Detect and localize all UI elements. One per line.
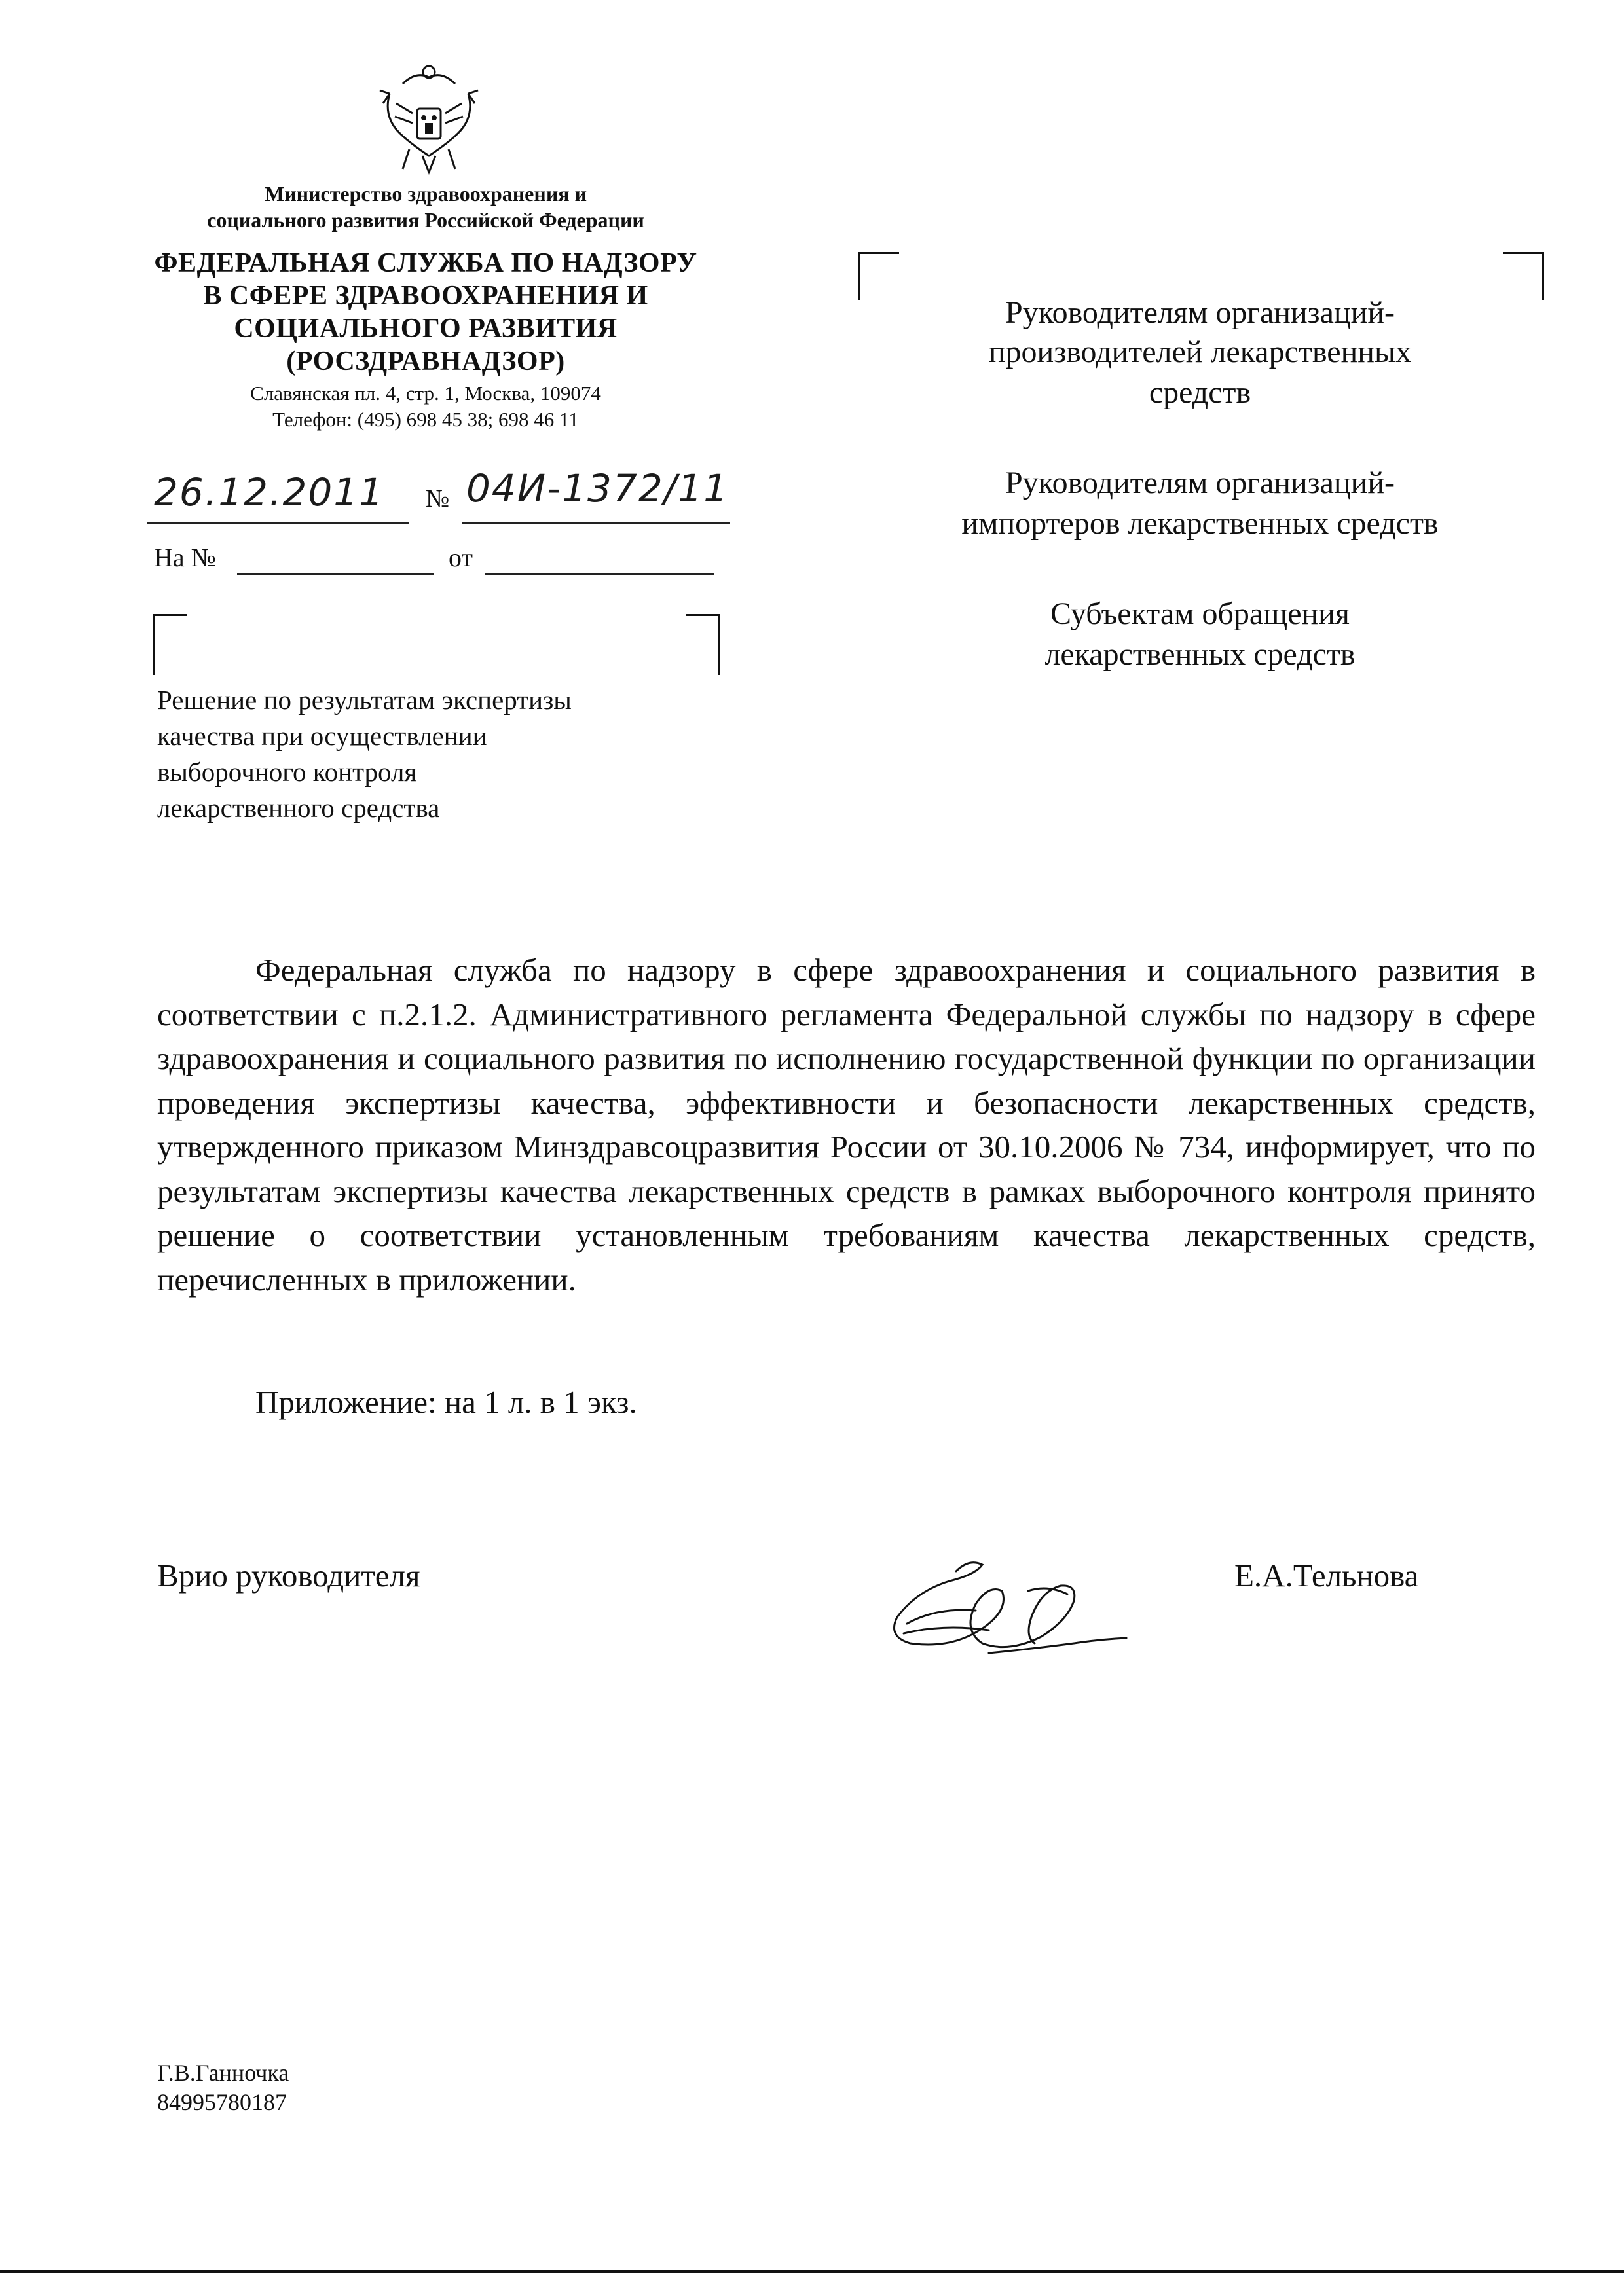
subject-line1: Решение по результатам экспертизы — [157, 685, 572, 715]
executor-name: Г.В.Ганночка — [157, 2060, 289, 2086]
subject-corner-left — [153, 614, 187, 675]
addressee-manufacturers-line1: Руководителям организаций- — [1005, 295, 1395, 330]
signatory-name: Е.А.Тельнова — [1234, 1558, 1419, 1594]
reference-number-label: На № — [154, 543, 216, 572]
ministry-name-line2: социального развития Российской Федерации — [207, 208, 644, 232]
addressee-importers-line2: импортеров лекарственных средств — [961, 506, 1439, 541]
subject-line4: лекарственного средства — [157, 793, 440, 823]
addressee-manufacturers-line2: производителей лекарственных — [988, 335, 1412, 369]
reference-number-field — [237, 540, 434, 575]
addressee-subjects-line1: Субъектам обращения — [1050, 596, 1350, 631]
coat-of-arms-icon — [377, 58, 481, 175]
handwritten-number: 04И-1372/11 — [466, 466, 729, 511]
subject-line2: качества при осуществлении — [157, 721, 487, 751]
addressee-corner-right — [1503, 252, 1544, 300]
addressee-subjects-line2: лекарственных средств — [1044, 637, 1356, 672]
handwritten-signature — [877, 1545, 1133, 1669]
addressee-corner-left — [858, 252, 899, 300]
number-label: № — [426, 485, 450, 513]
service-name-line1: ФЕДЕРАЛЬНАЯ СЛУЖБА ПО НАДЗОРУ — [154, 248, 697, 278]
service-address: Славянская пл. 4, стр. 1, Москва, 109074 — [250, 382, 601, 405]
signatory-position: Врио руководителя — [157, 1558, 420, 1594]
service-name-line2: В СФЕРЕ ЗДРАВООХРАНЕНИЯ И — [203, 281, 648, 311]
service-phone: Телефон: (495) 698 45 38; 698 46 11 — [272, 408, 579, 431]
reference-date-label: от — [449, 543, 473, 572]
service-name-line3: СОЦИАЛЬНОГО РАЗВИТИЯ — [234, 314, 618, 344]
service-name-line4: (РОСЗДРАВНАДЗОР) — [286, 346, 565, 376]
ministry-name-line1: Министерство здравоохранения и — [264, 182, 587, 206]
reference-date-field — [485, 540, 714, 575]
appendix-note: Приложение: на 1 л. в 1 экз. — [255, 1384, 637, 1420]
letter-body: Федеральная служба по надзору в сфере здравоохранения и социального развития в соответствии с п.2.1.2. Административного регламента Федеральной службы по надзору в сфере здравоохранения и социального развития по исполнению государственной функции по организации проведения экспертизы качества, эффективности и безопасности лекарственных средств, утвержденного приказом Минздравсоцразвития России от 30.10.2006 № 734, информирует, что по результатам экспертизы качества лекарственных средств в рамках выборочного контроля принято решение о соответствии установленным требованиям качества лекарственных средств, перечисленных в приложении. — [157, 952, 1536, 1298]
subject-line3: выборочного контроля — [157, 757, 417, 787]
executor-phone: 84995780187 — [157, 2089, 287, 2115]
page-bottom-rule — [0, 2270, 1624, 2273]
addressee-importers-line1: Руководителям организаций- — [1005, 465, 1395, 500]
addressee-manufacturers-line3: средств — [1149, 375, 1251, 410]
handwritten-date: 26.12.2011 — [154, 470, 385, 515]
subject-corner-right — [686, 614, 720, 675]
